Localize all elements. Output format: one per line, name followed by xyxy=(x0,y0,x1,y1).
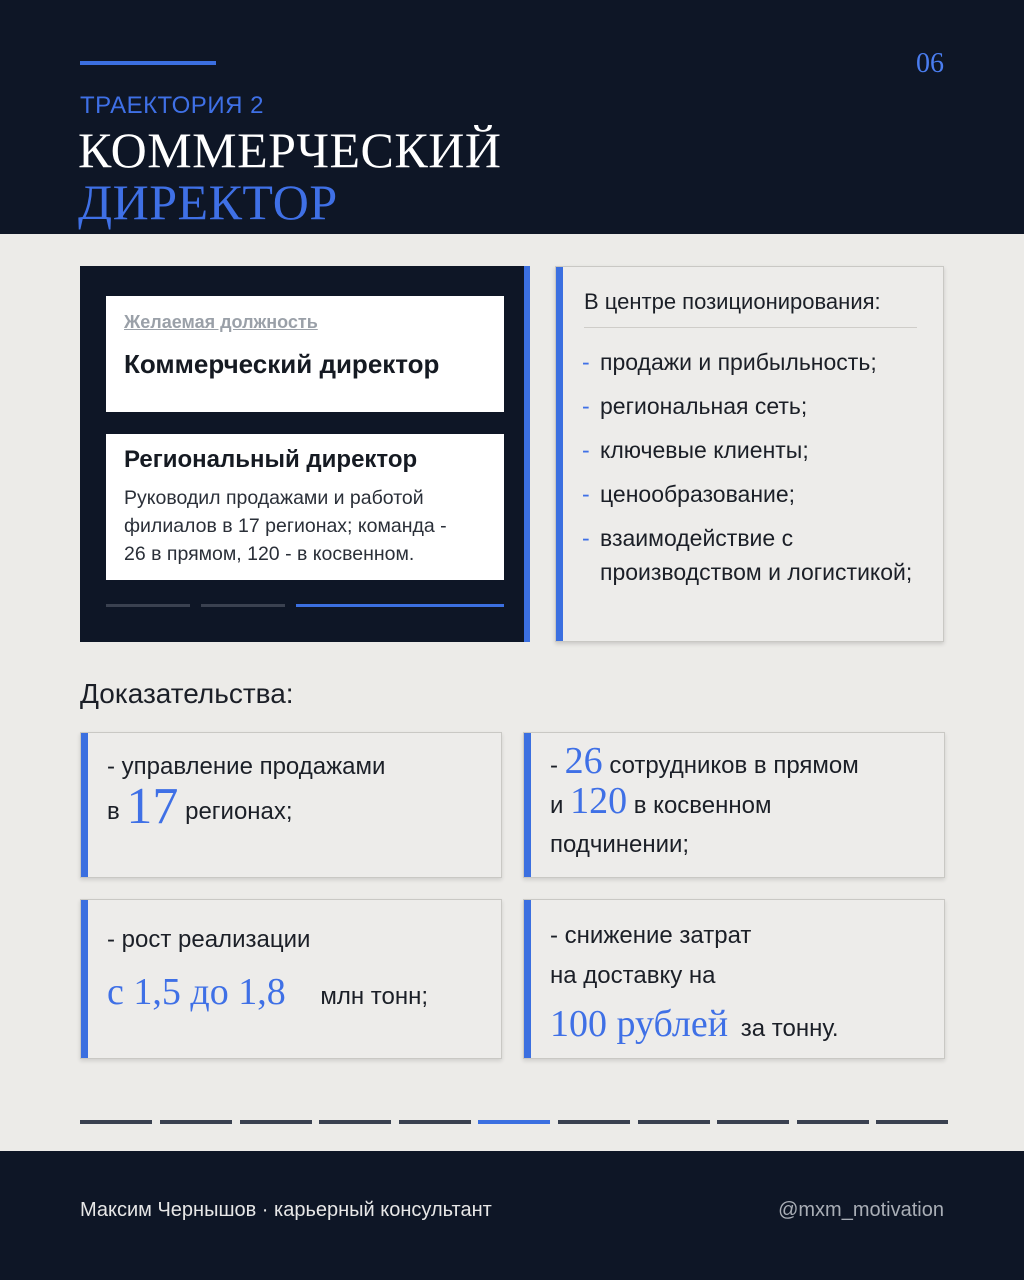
evidence-card-regions xyxy=(80,732,502,878)
page-indicator-segment xyxy=(160,1120,232,1124)
resume-step-indicator xyxy=(201,604,285,607)
resume-step-indicator xyxy=(106,604,190,607)
positioning-card xyxy=(555,266,944,642)
page-indicator-segment xyxy=(399,1120,471,1124)
evidence-card-team xyxy=(523,732,945,878)
positioning-list xyxy=(582,345,932,599)
footer xyxy=(0,1151,1024,1280)
highlight-number: с 1,5 до 1,8 xyxy=(107,971,286,1013)
evidence-line: - снижение затрат xyxy=(550,922,752,949)
evidence-line: в 17 регионах; xyxy=(107,778,293,835)
evidence-line: - управление продажами xyxy=(107,753,386,780)
page-indicator-segment xyxy=(558,1120,630,1124)
page-indicator-segment xyxy=(797,1120,869,1124)
social-handle: @mxm_motivation xyxy=(778,1199,944,1221)
evidence-line: - 26 сотрудников в прямом xyxy=(550,740,859,782)
evidence-line: с 1,5 до 1,8 млн тонн; xyxy=(107,971,429,1013)
job-title: Региональный директор xyxy=(124,446,418,473)
desired-position-box xyxy=(106,296,504,412)
list-item: - ключевые клиенты; xyxy=(582,437,809,463)
page-indicator-segment xyxy=(638,1120,710,1124)
accent-line xyxy=(80,61,216,65)
job-description xyxy=(124,484,486,568)
list-item: - взаимодействие с производством и логистикой; xyxy=(582,525,913,585)
header xyxy=(0,0,1024,234)
desired-position-value: Коммерческий директор xyxy=(124,349,440,379)
highlight-number: 100 рублей xyxy=(550,1003,729,1045)
evidence-line: - рост реализации xyxy=(107,926,311,953)
evidence-card-cost-reduction xyxy=(523,899,945,1059)
page-indicator-segment xyxy=(319,1120,391,1124)
page-indicator-segment xyxy=(240,1120,312,1124)
author-credit: Максим Чернышов · карьерный консультант xyxy=(80,1199,492,1221)
resume-step-indicator-active xyxy=(296,604,504,607)
trajectory-label: ТРАЕКТОРИЯ 2 xyxy=(80,92,264,119)
desired-position-label: Желаемая должность xyxy=(124,312,318,332)
positioning-title: В центре позиционирования: xyxy=(584,289,917,328)
job-box xyxy=(106,434,504,580)
page-indicator-segment xyxy=(80,1120,152,1124)
evidence-card-sales-growth xyxy=(80,899,502,1059)
page-indicator-segment xyxy=(876,1120,948,1124)
list-item: - ценообразование; xyxy=(582,481,796,507)
list-item: - региональная сеть; xyxy=(582,393,808,419)
job-description-line: филиалов в 17 регионах; команда - xyxy=(124,515,447,537)
evidence-line: и 120 в косвенном xyxy=(550,780,772,822)
resume-card xyxy=(80,266,530,642)
highlight-number: 120 xyxy=(570,780,628,822)
evidence-line: 100 рублей за тонну. xyxy=(550,1003,839,1045)
highlight-number: 26 xyxy=(564,740,603,782)
title-line-2: ДИРЕКТОР xyxy=(78,174,338,230)
job-description-line: Руководил продажами и работой xyxy=(124,487,424,509)
list-item: - продажи и прибыльность; xyxy=(582,349,877,375)
evidence-heading: Доказательства: xyxy=(80,678,294,709)
evidence-line: на доставку на xyxy=(550,962,716,989)
evidence-line: подчинении; xyxy=(550,831,690,858)
page-number: 06 xyxy=(916,48,944,79)
title-line-1: КОММЕРЧЕСКИЙ xyxy=(78,122,502,178)
job-description-line: 26 в прямом, 120 - в косвенном. xyxy=(124,543,415,565)
highlight-number: 17 xyxy=(126,778,179,835)
page-indicator-segment xyxy=(717,1120,789,1124)
page-indicator-segment-active xyxy=(478,1120,550,1124)
